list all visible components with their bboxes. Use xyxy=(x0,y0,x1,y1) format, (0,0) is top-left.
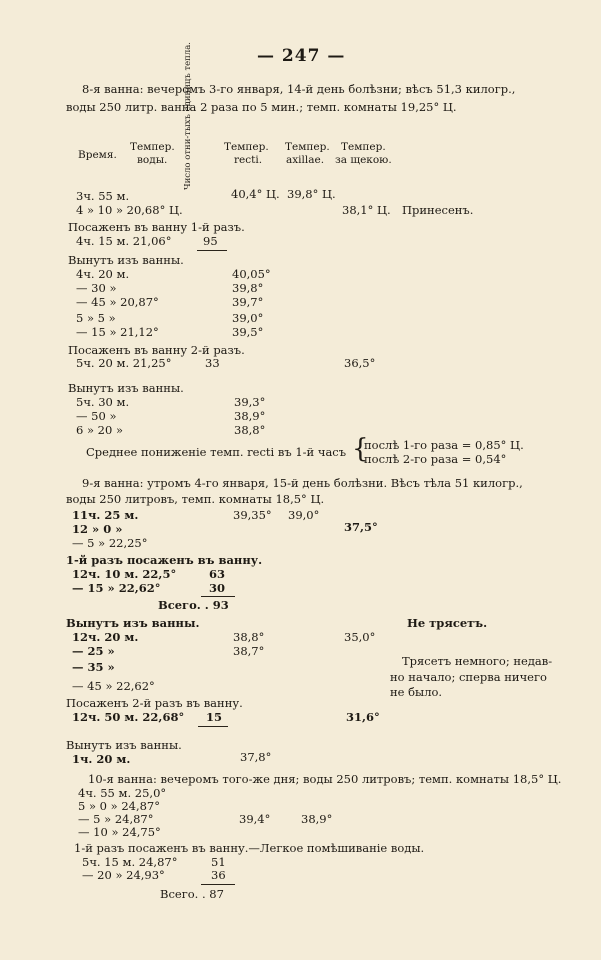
bath8-cool2-time: — 50 » xyxy=(76,409,117,423)
header-cheek-line1: Темпер. xyxy=(341,141,386,153)
bath8-cool1-time: 5ч. 30 м. xyxy=(76,395,130,409)
bath8-mean-drop-1: послѣ 1-го раза = 0,85° Ц. xyxy=(364,438,524,452)
bath9-after1-cheek: 35,0° xyxy=(344,630,376,644)
bath8-after5-recti: 39,5° xyxy=(232,325,264,339)
bath9-seated2: Посаженъ 2-й разъ въ ванну. xyxy=(66,696,243,710)
bath9-seated1: 1-й разъ посаженъ въ ванну. xyxy=(66,553,263,567)
bath9-row2-cheek: 37,5° xyxy=(344,520,378,534)
bath10-row3-time: — 5 » 24,87° xyxy=(78,812,154,826)
bath9-after3-time: — 35 » xyxy=(72,660,115,674)
bath8-after2-time: — 30 » xyxy=(76,281,117,295)
bath8-row1-time: 3ч. 55 м. xyxy=(76,189,130,203)
bath8-seated2-time: 5ч. 20 м. 21,25° xyxy=(76,356,172,370)
bath9-after5-time: 1ч. 20 м. xyxy=(72,752,131,766)
bath9-intro-line1: 9-я ванна: утромъ 4-го января, 15-й день болѣзни. Вѣсъ тѣла 51 килогр., xyxy=(82,476,523,490)
bath8-mean-drop-label: Среднее пониженіе темп. recti въ 1-й часъ xyxy=(86,445,347,459)
bath10-seated1-units: 51 xyxy=(211,855,226,869)
bath9-total: Всего. . 93 xyxy=(158,598,229,612)
bath10-row1-time: 4ч. 55 м. 25,0° xyxy=(78,786,167,800)
bath9-row1-axillae: 39,0° xyxy=(288,508,320,522)
bath10-seated1-time: 5ч. 15 м. 24,87° xyxy=(82,855,178,869)
bath9-after1-recti: 38,8° xyxy=(233,630,265,644)
bath9-seated2-units: 30 xyxy=(209,581,226,595)
bath8-after4-time: 5 » 5 » xyxy=(76,311,116,325)
bath9-seated2-time: — 15 » 22,62° xyxy=(72,581,161,595)
bath10-seated1: 1-й разъ посаженъ въ ванну.—Легкое помѣшиваніе воды. xyxy=(74,841,425,855)
header-recti-line2: recti. xyxy=(234,154,263,166)
bath8-seated2-cheek: 36,5° xyxy=(344,356,376,370)
bath8-row2-time: 4 » 10 » 20,68° Ц. xyxy=(76,203,183,217)
bath10-row3-recti: 39,4° xyxy=(239,812,271,826)
underline xyxy=(197,250,227,251)
bath8-after1-time: 4ч. 20 м. xyxy=(76,267,130,281)
bath8-row1-recti: 40,4° Ц. xyxy=(231,187,280,201)
bath9-after2-recti: 38,7° xyxy=(233,644,265,658)
bath8-seated2: Посаженъ въ ванну 2-й разъ. xyxy=(68,343,245,357)
bath8-intro-line1: 8-я ванна: вечеромъ 3-го января, 14-й день болѣзни; вѣсъ 51,3 килогр., xyxy=(82,82,516,96)
bath9-shivering-line3: не было. xyxy=(390,685,443,699)
bath8-after2-recti: 39,8° xyxy=(232,281,264,295)
bath9-row3-time: — 5 » 22,25° xyxy=(72,536,148,550)
bath10-seated2-time: — 20 » 24,93° xyxy=(82,868,165,882)
bath8-after1-recti: 40,05° xyxy=(232,267,271,281)
header-water-temp-line1: Темпер. xyxy=(130,141,175,153)
bath10-total: Всего. . 87 xyxy=(160,887,224,901)
bath9-seated1-time: 12ч. 10 м. 22,5° xyxy=(72,567,177,581)
header-recti-line1: Темпер. xyxy=(224,141,269,153)
bath10-row3-axillae: 38,9° xyxy=(301,812,333,826)
bath8-removed1: Вынутъ изъ ванны. xyxy=(68,253,184,267)
bath9-row1-time: 11ч. 25 м. xyxy=(72,508,139,522)
bath8-after3-recti: 39,7° xyxy=(232,295,264,309)
header-heat-units: Число отни-тыхъ единицъ тепла. xyxy=(183,41,193,190)
bath9-seated3-units: 15 xyxy=(206,710,223,724)
bath9-shivering-line2: но начало; сперва ничего xyxy=(390,670,547,684)
bath10-row4-time: — 10 » 24,75° xyxy=(78,825,161,839)
header-water-temp-line2: воды. xyxy=(137,154,168,166)
bath9-removed1: Вынутъ изъ ванны. xyxy=(66,616,200,630)
bath9-no-shivering: Не трясетъ. xyxy=(407,616,488,630)
bath9-after2-time: — 25 » xyxy=(72,644,115,658)
bath10-row2-time: 5 » 0 » 24,87° xyxy=(78,799,160,813)
bath8-mean-drop-2: послѣ 2-го раза = 0,54° xyxy=(364,452,507,466)
bath8-intro-line2: воды 250 литр. ванна 2 раза по 5 мин.; темп. комнаты 19,25° Ц. xyxy=(66,100,457,114)
bath8-removed2: Вынутъ изъ ванны. xyxy=(68,381,184,395)
bath9-row2-time: 12 » 0 » xyxy=(72,522,123,536)
bath9-seated3-cheek: 31,6° xyxy=(346,710,380,724)
bath8-after5-time: — 15 » 21,12° xyxy=(76,325,159,339)
bath8-cool1-recti: 39,3° xyxy=(234,395,266,409)
bath9-shivering-line1: Трясетъ немного; недав- xyxy=(402,654,553,668)
underline xyxy=(198,726,228,727)
bath9-seated3-time: 12ч. 50 м. 22,68° xyxy=(72,710,185,724)
bath8-seated1-units: 95 xyxy=(203,234,218,248)
bath8-seated1-time: 4ч. 15 м. 21,06° xyxy=(76,234,172,248)
header-time: Время. xyxy=(78,149,117,161)
curly-brace: { xyxy=(352,434,369,464)
bath8-after4-recti: 39,0° xyxy=(232,311,264,325)
bath8-cool2-recti: 38,9° xyxy=(234,409,266,423)
bath8-cool3-time: 6 » 20 » xyxy=(76,423,123,437)
header-axillae-line2: axillae. xyxy=(286,154,325,166)
bath9-intro-line2: воды 250 литровъ, темп. комнаты 18,5° Ц. xyxy=(66,492,325,506)
bath10-intro: 10-я ванна: вечеромъ того-же дня; воды 250 литровъ; темп. комнаты 18,5° Ц. xyxy=(88,772,562,786)
bath9-seated1-units: 63 xyxy=(209,567,226,581)
sum-rule xyxy=(201,596,235,597)
bath9-after1-time: 12ч. 20 м. xyxy=(72,630,139,644)
bath9-after4-time: — 45 » 22,62° xyxy=(72,679,155,693)
bath8-after3-time: — 45 » 20,87° xyxy=(76,295,159,309)
bath8-row2-cheek: 38,1° Ц. xyxy=(342,203,391,217)
bath8-row1-axillae: 39,8° Ц. xyxy=(287,187,336,201)
bath9-after5-recti: 37,8° xyxy=(240,750,272,764)
header-cheek-line2: за щекою. xyxy=(335,154,392,166)
page-number: — 247 — xyxy=(257,46,346,66)
sum-rule xyxy=(201,884,235,885)
bath8-seated2-units: 33 xyxy=(205,356,220,370)
bath9-removed2: Вынутъ изъ ванны. xyxy=(66,738,182,752)
bath8-cool3-recti: 38,8° xyxy=(234,423,266,437)
bath8-row2-note: Принесенъ. xyxy=(402,203,474,217)
bath10-seated2-units: 36 xyxy=(211,868,226,882)
bath9-row1-recti: 39,35° xyxy=(233,508,272,522)
header-axillae-line1: Темпер. xyxy=(285,141,330,153)
bath8-seated1: Посаженъ въ ванну 1-й разъ. xyxy=(68,220,245,234)
